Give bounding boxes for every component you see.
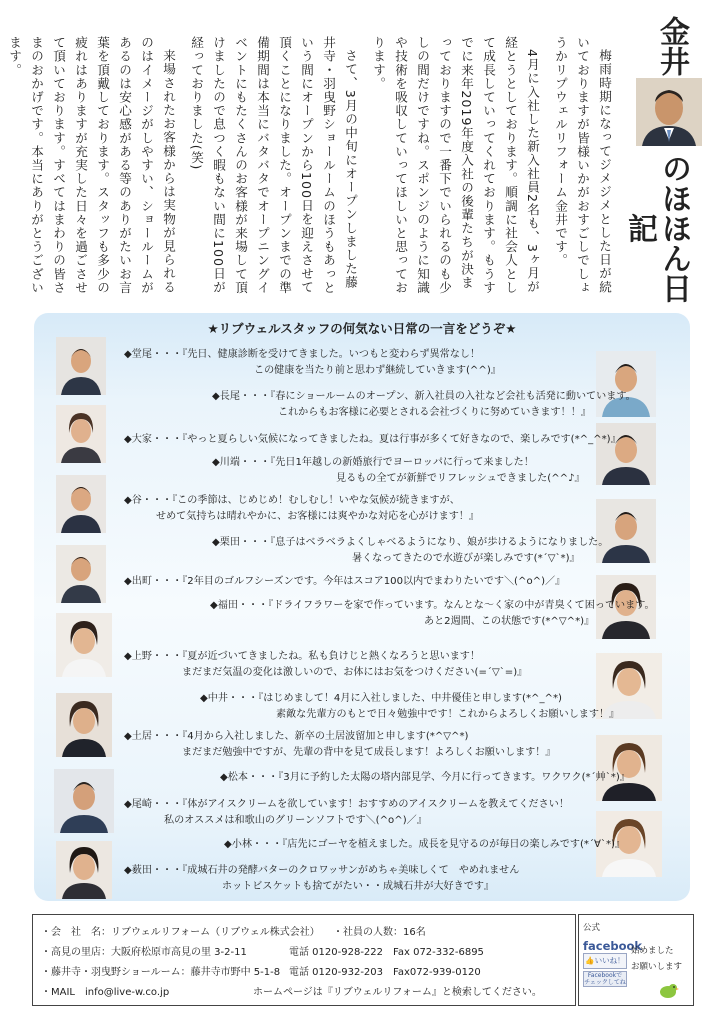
staff-message-fukuda [210, 598, 655, 630]
staff-photo [56, 337, 106, 395]
diary-paragraph: さて、3月の中旬にオープンしました藤井寺・羽曳野ショールームのほうもあっという間にオープンから100日を迎えさせて頂くことになりました。オープンまでの準備期間は本当にバタバタでオープニングイベントにもたくさんのお客様が来場して頂けましたので息つく暇もない間に100日が経っておりました(笑) [189, 36, 358, 295]
staff-section-title: ★リブウェルスタッフの何気ない日常の一言をどうぞ★ [207, 321, 517, 336]
diary-paragraph: 梅雨時期になってジメジメとした日が続いておりますが皆様いかがおすごしでしょうかリプウェルリフォーム金井です。 [553, 36, 612, 295]
message-line: この健康を当たり前と思わず継続していきます(^^)』 [254, 365, 501, 376]
staff-message-demachi [124, 574, 565, 590]
takami-phone: 電話 0120-928-222 Fax 072-332-6895 [289, 947, 484, 958]
official-label: 公式 [583, 923, 601, 933]
fujiidera-phone: 電話 0120-932-203 Fax072-939-0120 [289, 967, 481, 978]
staff-photo [596, 735, 662, 801]
email[interactable]: ・MAIL info@live-w.co.jp [41, 987, 170, 998]
message-line: ◆土居・・・『4月から入社しました、新卒の土居波留加と申します(*^▽^*) [124, 731, 469, 742]
title-name: 金井 [654, 16, 689, 76]
diary-text [7, 36, 615, 298]
like-button[interactable] [583, 953, 627, 969]
staff-message-ooya [124, 432, 621, 448]
message-line: ◆小林・・・『店先にゴーヤを植えました。成長を見守るのが毎日の楽しみです(*´∀`*)』 [224, 839, 626, 850]
takami-store: ・高見の里店：大阪府松原市高見の里 3-2-11 [41, 947, 247, 958]
company-name: ・会 社 名：リブウェルリフォーム（リブウェル株式会社） [41, 927, 320, 938]
title-diary: のほほん日記 [622, 153, 691, 303]
staff-photo [56, 613, 112, 677]
message-line: ◆大家・・・『やっと夏らしい気候になってきましたね。夏は行事が多くて好きなので、楽しみです(*^_^*)』 [124, 434, 621, 445]
facebook-message [631, 943, 682, 975]
message-line: 私のオススメは和歌山のグリーンソフトです＼(^o^)／』 [164, 815, 427, 826]
staff-message-dou [124, 347, 501, 379]
message-line: まだまだ勉強中ですが、先輩の背中を見て成長します！よろしくお願いします！』 [182, 747, 556, 758]
message-line: ◆栗田・・・『息子はベラベラよくしゃべるようになり、娘が歩けるようになりました。 [212, 537, 609, 548]
message-line: せめて気持ちは晴れやかに、お客様には爽やかな対応を心がけます！』 [156, 511, 479, 522]
staff-photo [56, 693, 112, 757]
staff-photo [56, 841, 112, 899]
message-line: ◆尾崎・・・『体がアイスクリームを欲しています！おすすめのアイスクリームを教えてください！ [124, 799, 569, 810]
like-label: いいね！ [594, 956, 625, 965]
facebook-box [578, 914, 694, 1006]
message-line: ◆出町・・・『2年目のゴルフシーズンです。今年はスコア100以内でまわりたいです＼(^o^)／』 [124, 576, 566, 587]
staff-photo [54, 769, 114, 833]
staff-message-kobayashi [224, 837, 625, 853]
message-line: ◆谷・・・『この季節は、じめじめ！むしむし！いやな気候が続きますが、 [124, 495, 460, 506]
facebook-message-line: 始めました [631, 946, 674, 956]
staff-photo [56, 545, 106, 603]
thumbs-up-icon: 👍 [585, 956, 595, 965]
diary-paragraph: 4月に入社した新入社員2名も、3ヶ月が経とうとしております。順調に社会人として成長していってくれております。もうすでに来年2019年度入社の後輩たちが決まっておりますので一番下でいられるのも少しの間だけですね。スポンジのように知識や技術を吸収していってほしいと思っております。 [371, 36, 540, 295]
facebook-logo[interactable]: facebook [583, 939, 643, 953]
bird-icon [657, 981, 679, 1001]
message-line: ◆川端・・・『先日1年越しの新婚旅行でヨーロッパに行って来ました！ [212, 457, 534, 468]
staff-message-doi [124, 729, 555, 761]
message-line: ◆上野・・・『夏が近づいてきましたね。私も負けじと熱くなろうと思います！ [124, 651, 480, 662]
message-line: ◆福田・・・『ドライフラワーを家で作っています。なんとな～く家の中が青臭くて困っています。 [210, 600, 655, 611]
staff-message-yabuta [124, 863, 519, 895]
message-line: ◆堂尾・・・『先日、健康診断を受けてきました。いつもと変わらず異常なし！ [124, 349, 480, 360]
diary-title [620, 16, 710, 306]
message-line: ◆松本・・・『3月に予約した太陽の塔内部見学、今月に行ってきます。ワクワク(*´艸`*)』 [220, 772, 630, 783]
staff-message-matsumoto [220, 770, 630, 786]
message-line: 見るもの全てが新鮮でリフレッシュできました(^^♪』 [336, 473, 585, 484]
staff-message-ueno [124, 649, 527, 681]
message-line: ホットビスケットも捨てがたい・・成城石井が大好きです』 [222, 881, 495, 892]
message-line: まだまだ気温の変化は激しいので、お体にはお気をつけください(=´▽`=)』 [182, 667, 528, 678]
staff-message-kawabata [212, 455, 585, 487]
staff-photo [56, 405, 106, 463]
staff-message-kurita [212, 535, 608, 567]
message-line: ◆長尾・・・『春にショールームのオープン、新入社員の入社など会社も活発に動いています。 [212, 391, 636, 402]
diary-paragraph: 来場されたお客様からは実物が見られるのはイメージがしやすい、ショールームがあるのは安心感がある等のありがたいお言葉を頂戴しております。スタッフも多少の疲れはありますが充実した日々を過ごさせて頂いております。すべてはまわりの皆さまのおかげです。本当にありがとうございます。 [7, 36, 176, 295]
staff-photo [56, 475, 106, 533]
message-line: 素敵な先輩方のもとで日々勉強中です！これからよろしくお願いします！』 [276, 709, 620, 720]
employee-count: ・社員の人数：16名 [333, 927, 426, 938]
message-line: ◆中井・・・『はじめまして！4月に入社しました、中井優佳と申します(*^_^*) [200, 693, 562, 704]
facebook-check-badge[interactable]: Facebookで チェックしてね [584, 972, 626, 986]
facebook-message-line: お願いします [631, 962, 683, 972]
message-line: 暑くなってきたので水遊びが楽しみです(*´▽`*)』 [352, 553, 580, 564]
company-info [32, 914, 576, 1006]
homepage-note: ホームページは『リブウェルリフォーム』と検索してください。 [253, 987, 542, 998]
message-line: ◆薮田・・・『成城石井の発酵バターのクロワッサンがめちゃ美味しくて やめれません [124, 865, 520, 876]
staff-message-tani [124, 493, 479, 525]
message-line: あと2週間、この状態です(*^▽^*)』 [424, 616, 595, 627]
staff-messages-panel [34, 313, 690, 901]
staff-message-nagao [212, 389, 636, 421]
message-line: これからもお客様に必要とされる会社づくりに努めていきます！！』 [278, 407, 591, 418]
staff-message-ozaki [124, 797, 569, 829]
author-photo [636, 78, 702, 146]
fujiidera-showroom: ・藤井寺・羽曳野ショールーム：藤井寺市野中 5-1-8 [41, 967, 281, 978]
staff-message-nakai [200, 691, 619, 723]
